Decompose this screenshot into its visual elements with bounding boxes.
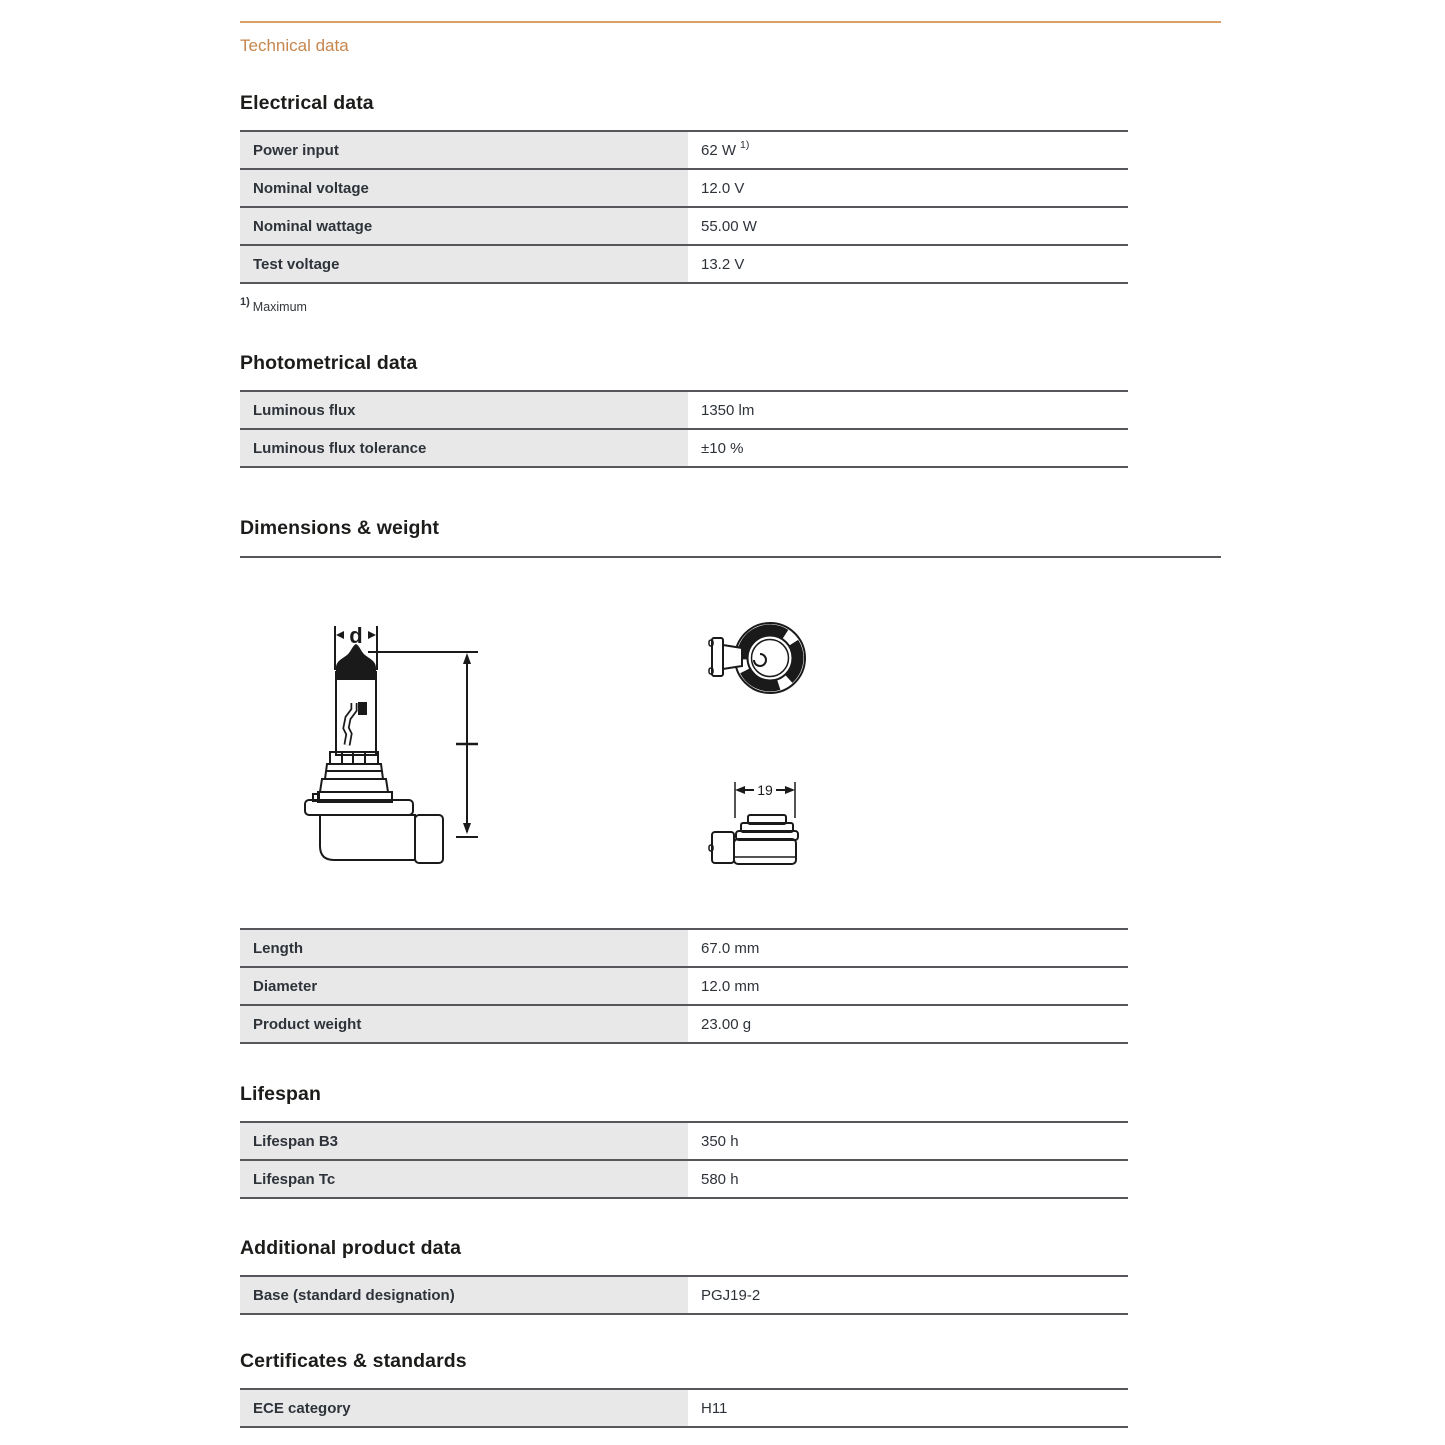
table-row: [240, 130, 1128, 168]
page-title: Technical data: [240, 36, 349, 55]
table-row: [240, 1275, 1128, 1313]
section-heading-additional: Additional product data: [240, 1237, 462, 1259]
spec-label: Luminous flux tolerance: [240, 430, 688, 466]
value-text: H11: [701, 1399, 728, 1417]
table-row: [240, 206, 1128, 244]
spec-table-lifespan: [240, 1121, 1128, 1199]
value-text: PGJ19-2: [701, 1286, 761, 1304]
table-row: [240, 1121, 1128, 1159]
value-text: 23.00 g: [701, 1015, 752, 1033]
table-row: [240, 1388, 1128, 1426]
table-row: [240, 428, 1128, 466]
table-footnote: [240, 296, 1221, 314]
dimension-drawings: [240, 558, 1221, 928]
table-row: [240, 966, 1128, 1004]
spec-label: Power input: [240, 132, 688, 168]
spec-value: [688, 170, 1128, 206]
accent-divider: [240, 21, 1221, 23]
base-width-dimension-label: 19: [757, 782, 773, 798]
spec-label: Base (standard designation): [240, 1277, 688, 1313]
spec-label: Luminous flux: [240, 392, 688, 428]
spec-table-electrical: [240, 130, 1128, 284]
spec-value: [688, 930, 1128, 966]
spec-value: [688, 1006, 1128, 1042]
spec-value: [688, 430, 1128, 466]
value-text: 580 h: [701, 1170, 739, 1188]
technical-data-page: [240, 0, 1221, 1428]
section-heading-certificates: Certificates & standards: [240, 1350, 467, 1372]
spec-label: Product weight: [240, 1006, 688, 1042]
spec-value: [688, 246, 1128, 282]
spec-value: [688, 1123, 1128, 1159]
value-text: 55.00 W: [701, 217, 757, 235]
spec-label: Length: [240, 930, 688, 966]
bulb-side-view-drawing: [290, 618, 480, 888]
table-row: [240, 1004, 1128, 1042]
section-heading-photometrical: Photometrical data: [240, 352, 418, 374]
value-text: 13.2 V: [701, 255, 745, 273]
value-text: 62 W: [701, 141, 737, 159]
section-heading-electrical: Electrical data: [240, 92, 374, 114]
spec-table-certificates: [240, 1388, 1128, 1428]
value-text: 350 h: [701, 1132, 739, 1150]
value-text: 12.0 mm: [701, 977, 760, 995]
spec-label: Lifespan Tc: [240, 1161, 688, 1197]
spec-label: Nominal wattage: [240, 208, 688, 244]
spec-value: [688, 968, 1128, 1004]
spec-value: [688, 1277, 1128, 1313]
value-text: ±10 %: [701, 439, 744, 457]
spec-value: [688, 132, 1128, 168]
value-text: 67.0 mm: [701, 939, 760, 957]
spec-label: ECE category: [240, 1390, 688, 1426]
spec-value: [688, 1390, 1128, 1426]
section-heading-dimensions: Dimensions & weight: [240, 517, 440, 539]
spec-value: [688, 392, 1128, 428]
footnote-text: Maximum: [252, 300, 307, 314]
table-row: [240, 244, 1128, 282]
footnote-marker: 1): [240, 296, 250, 308]
table-row: [240, 168, 1128, 206]
table-row: [240, 1159, 1128, 1197]
table-row: [240, 928, 1128, 966]
spec-label: Lifespan B3: [240, 1123, 688, 1159]
spec-label: Test voltage: [240, 246, 688, 282]
spec-label: Nominal voltage: [240, 170, 688, 206]
value-text: 12.0 V: [701, 179, 745, 197]
spec-value: [688, 208, 1128, 244]
spec-table-additional: [240, 1275, 1128, 1315]
spec-table-dimensions: [240, 928, 1128, 1044]
value-text: 1350 lm: [701, 401, 755, 419]
spec-table-photometrical: [240, 390, 1128, 468]
spec-label: Diameter: [240, 968, 688, 1004]
spec-value: [688, 1161, 1128, 1197]
table-row: [240, 390, 1128, 428]
base-side-view-drawing: [709, 782, 798, 864]
section-heading-lifespan: Lifespan: [240, 1083, 321, 1105]
footnote-marker: 1): [740, 139, 750, 151]
bulb-top-view-drawing: [695, 618, 825, 878]
diameter-dimension-label: d: [349, 623, 363, 648]
